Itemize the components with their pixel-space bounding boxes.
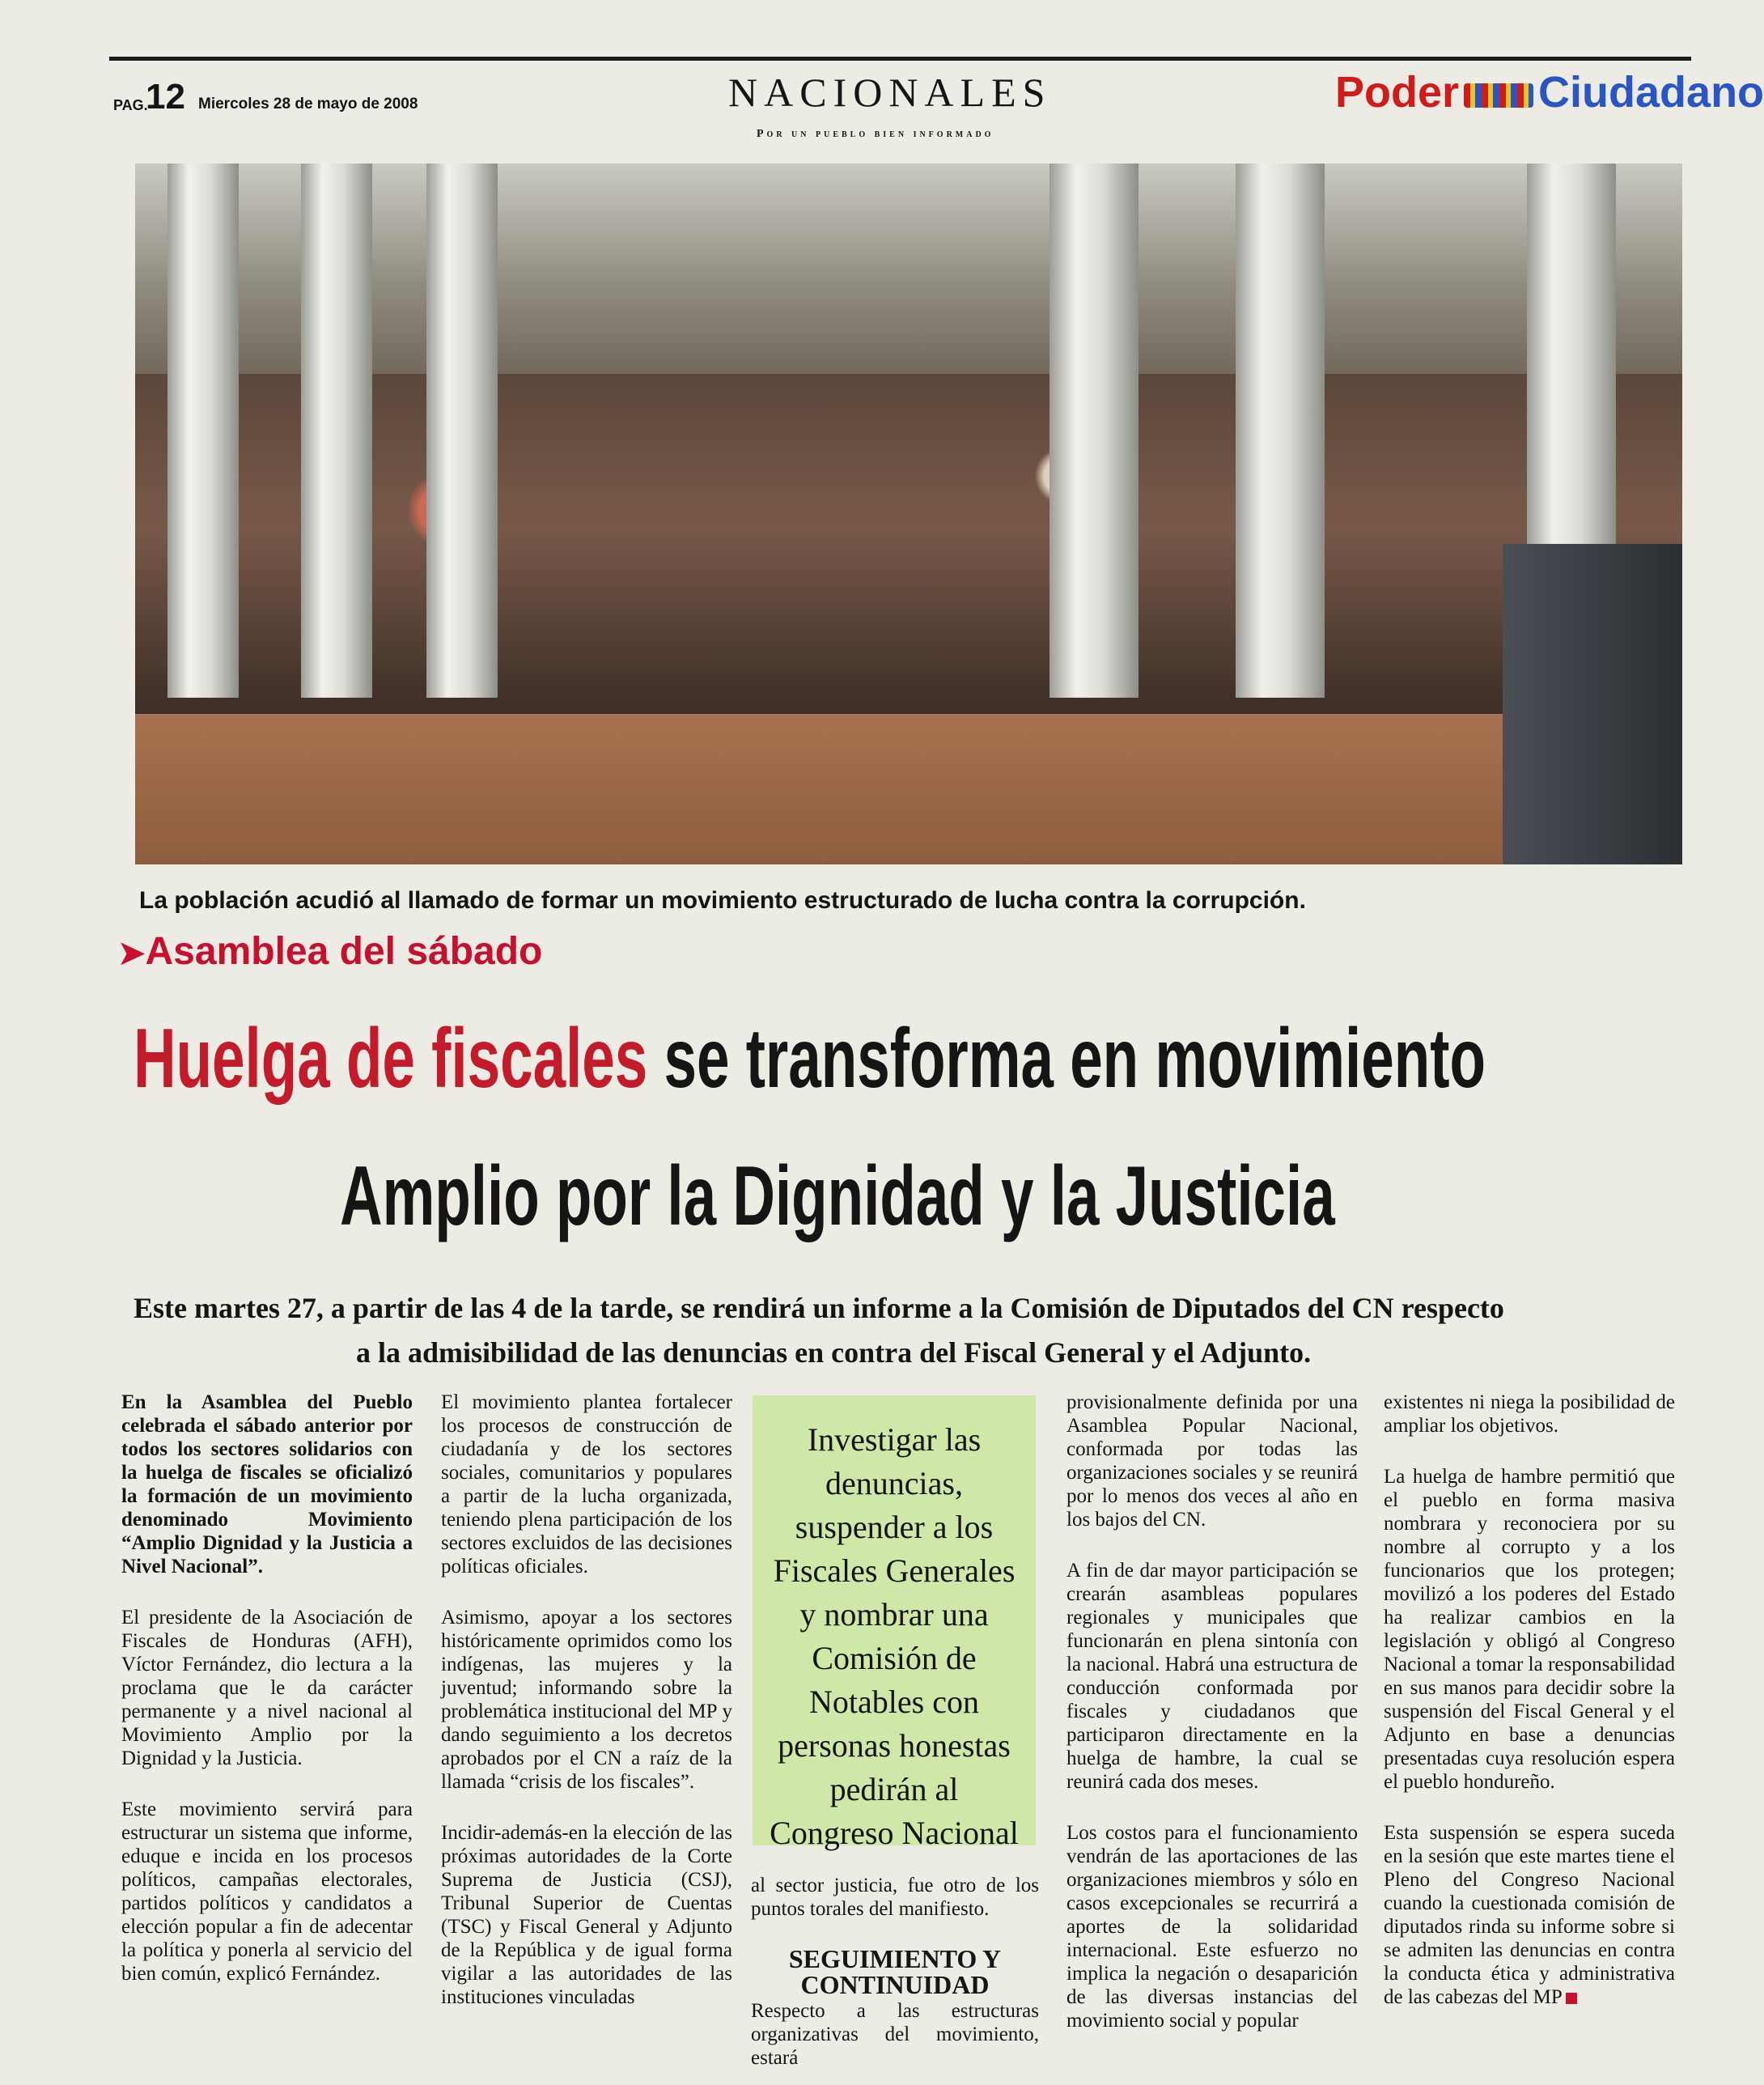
lead-paragraph: En la Asamblea del Pueblo celebrada el sábado anterior por todos los sectores solidarios con la huelga de fiscales se oficializó la formación de un movimiento denominado Movimiento “Amplio Dignidad y la Justicia a Nivel Nacional”. bbox=[121, 1391, 413, 1578]
dateline: Miercoles 28 de mayo de 2008 bbox=[198, 96, 418, 113]
section-title: NACIONALES bbox=[728, 70, 1052, 115]
article-column-2 bbox=[441, 1391, 732, 2036]
photo-caption: La población acudió al llamado de formar un movimiento estructurado de lucha contra la corrupción. bbox=[139, 887, 1306, 914]
headline-highlight: Huelga de fiscales bbox=[134, 1012, 648, 1106]
article-column-4 bbox=[1066, 1391, 1358, 2060]
paragraph: Este movimiento servirá para estructurar un sistema que informe, eduque e incida en los procesos políticos, campañas electorales, partidos políticos y candidatos a elección popular a fin de adecentar la política y ponerla al servicio del bien común, explicó Fernández. bbox=[121, 1798, 413, 1985]
deck-line-1: Este martes 27, a partir de las 4 de la tarde, se rendirá un informe a la Comisión de Diputados del CN respecto bbox=[134, 1292, 1504, 1324]
paragraph: Incidir-además-en la elección de las próximas autoridades de la Corte Suprema de Justicia (CSJ), Tribunal Superior de Cuentas (TSC) y Fiscal General y Adjunto de la República y de igual forma vigilar a las autoridades de las instituciones vinculadas bbox=[441, 1822, 732, 2008]
paragraph-text: Esta suspensión se espera suceda en la sesión que este martes tiene el Pleno del Congreso Nacional cuando la cuestionada comisión de diputados rinda su informe sobre si se admiten las denuncias en contra la conducta ética y administrativa de las cabezas del MP bbox=[1384, 1822, 1675, 2008]
article-column-5 bbox=[1384, 1391, 1675, 2036]
paragraph: provisionalmente definida por una Asamblea Popular Nacional, conformada por todas las organizaciones sociales y se reunirá por lo menos dos veces al año en los bajos del CN. bbox=[1066, 1391, 1358, 1531]
paragraph: existentes ni niega la posibilidad de ampliar los objetivos. bbox=[1384, 1391, 1675, 1437]
headline-line-1 bbox=[134, 1010, 1486, 1107]
paragraph: A fin de dar mayor participación se crearán asambleas populares regionales y municipales que funcionarán en plena sintonía con la nacional. Habrá una estructura de conducción conformada por fiscales y ciudadanos que participaron directamente en la huelga de hambre, la cual se reunirá cada dos meses. bbox=[1066, 1560, 1358, 1793]
logo-flag-icon bbox=[1464, 83, 1533, 108]
paragraph: Asimismo, apoyar a los sectores históricamente oprimidos como los indígenas, las mujeres y la juventud; informando sobre la problemática institucional del MP y dando seguimiento a los decretos aprobados por el CN a raíz de la llamada “crisis de los fiscales”. bbox=[441, 1607, 732, 1793]
deck-line-2: a la admisibilidad de las denuncias en contra del Fiscal General y el Adjunto. bbox=[356, 1336, 1312, 1369]
arrow-icon: ➤ bbox=[118, 936, 146, 971]
section-tagline: Por un pueblo bien informado bbox=[757, 128, 994, 140]
photo-column bbox=[426, 163, 498, 698]
photo-column bbox=[301, 163, 372, 698]
newspaper-logo bbox=[1335, 68, 1764, 117]
floor-area bbox=[135, 714, 1682, 864]
kicker-text: Asamblea del sábado bbox=[145, 930, 543, 973]
loudspeaker bbox=[1503, 544, 1682, 864]
paragraph: Respecto a las estructuras organizativas del movimiento, estará bbox=[751, 2000, 1039, 2069]
paragraph bbox=[1384, 1821, 1675, 2009]
article-column-1 bbox=[121, 1391, 413, 2013]
photo-column bbox=[1049, 163, 1139, 698]
crowd-photo bbox=[135, 163, 1682, 864]
pull-quote: Investigar las denuncias, suspender a los Fiscales Generales y nombrar una Comisión de Notables con personas honestas pedirán al Congreso Nacional bbox=[753, 1395, 1036, 1845]
paragraph: El movimiento plantea fortalecer los procesos de construcción de ciudadanía y de los sectores sociales, comunitarios y populares a partir de la lucha organizada, teniendo plena participación de los sectores excluidos de las decisiones políticas oficiales. bbox=[441, 1391, 732, 1578]
subheading: SEGUIMIENTO Y CONTINUIDAD bbox=[788, 1944, 1002, 1999]
paragraph: El presidente de la Asociación de Fiscales de Honduras (AFH), Víctor Fernández, dio lectura a la proclama que le da carácter permanente y a nivel nacional al Movimiento Amplio por la Dignidad y la Justicia. bbox=[121, 1607, 413, 1769]
paragraph: Los costos para el funcionamiento vendrán de las aportaciones de las organizaciones miembros y sólo en casos excepcionales se recurrirá a aportes de la solidaridad internacional. Este esfuerzo no implica la negación o desaparición de las diversas instancias del movimiento social y popular bbox=[1066, 1822, 1358, 2032]
paragraph: al sector justicia, fue otro de los puntos torales del manifiesto. bbox=[751, 1875, 1039, 1920]
end-mark-icon bbox=[1566, 1993, 1577, 2004]
logo-word-poder: Poder bbox=[1335, 68, 1460, 117]
headline-line-2: Amplio por la Dignidad y la Justicia bbox=[340, 1149, 1335, 1243]
headline-rest: se transforma en movimiento bbox=[647, 1012, 1486, 1106]
page-number: 12 bbox=[146, 77, 185, 117]
paragraph: La huelga de hambre permitió que el pueblo en forma masiva nombrara y reconociera por su nombre al corrupto y a los funcionarios que los protegen; movilizó a los poderes del Estado ha realizar cambios en la legislación y obligó al Congreso Nacional a tomar la responsabilidad en sus manos para decidir sobre la suspensión del Fiscal General y el Adjunto en base a denuncias presentadas cuya resolución espera el pueblo hondureño. bbox=[1384, 1466, 1675, 1793]
kicker bbox=[118, 929, 542, 974]
top-rule bbox=[109, 57, 1691, 61]
photo-column bbox=[1236, 163, 1325, 698]
page-label: PAG. bbox=[113, 97, 148, 113]
logo-word-ciudadano: Ciudadano bbox=[1538, 68, 1764, 117]
photo-column bbox=[167, 163, 239, 698]
